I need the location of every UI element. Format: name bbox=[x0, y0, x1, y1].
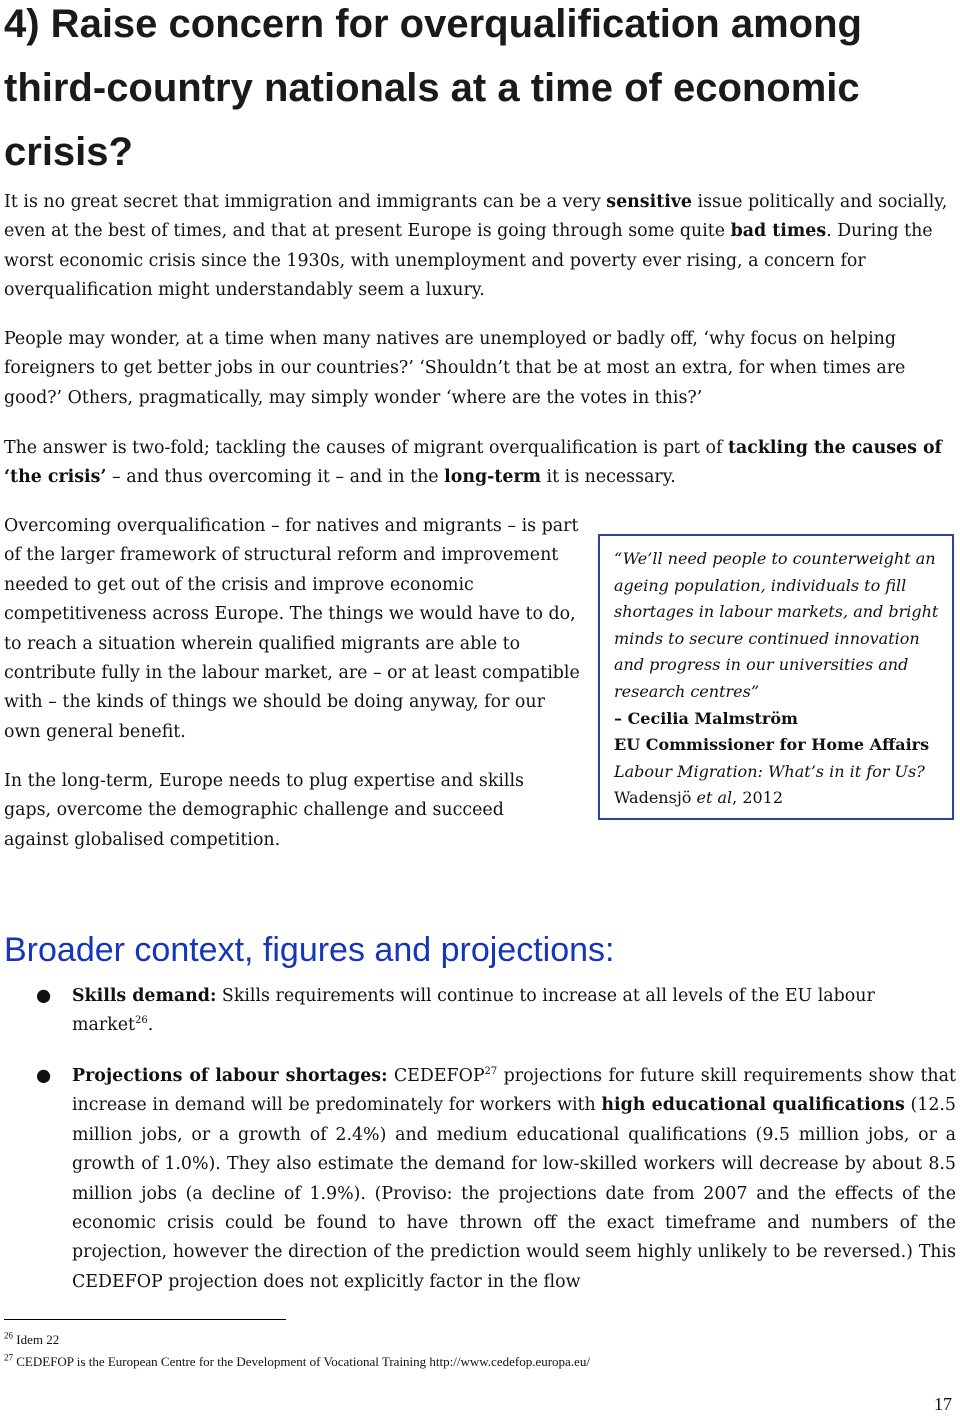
bullet-text: projections for future skill requirements show that increase in demand will be predominately for workers with bbox=[72, 1066, 956, 1116]
quote-citation bbox=[614, 785, 940, 812]
list-item-labour-shortages bbox=[36, 1062, 956, 1297]
footnote-26 bbox=[4, 1331, 59, 1349]
paragraph-text: . During the worst economic crisis since the 1930s, with unemployment and poverty ever rising, a concern for overqualification might understandably seem a luxury. bbox=[4, 221, 933, 301]
paragraph-text: The answer is two-fold; tackling the causes of migrant overqualification is part of bbox=[4, 438, 728, 458]
quote-source-title: Labour Migration: What’s in it for Us? bbox=[614, 761, 925, 781]
quote-author-role: EU Commissioner for Home Affairs bbox=[614, 735, 930, 755]
bullet-icon: ● bbox=[36, 1066, 52, 1086]
citation-year: , 2012 bbox=[732, 788, 784, 808]
paragraph-people-may-wonder: People may wonder, at a time when many natives are unemployed or badly off, ‘why focus on helping foreigners to get better jobs in our countries?’ ‘Shouldn’t that be at most an extra, for when times are good?’ Others, pragmatically, may simply wonder ‘where are the votes in this?’ bbox=[4, 329, 906, 408]
footnote-text: Idem 22 bbox=[13, 1332, 60, 1347]
quote-attribution bbox=[614, 706, 940, 812]
bullet-text: . bbox=[147, 1015, 154, 1036]
emphasis-tackling-causes: tackling the causes of ‘the crisis’ bbox=[4, 438, 943, 488]
quote-text: “We’ll need people to counterweight an ageing population, individuals to fill shortages in labour markets, and bright minds to secure continued innovation and progress in our universities and research centres” bbox=[614, 549, 939, 701]
bullet-text: CEDEFOP bbox=[387, 1066, 485, 1086]
paragraph-overcoming: Overcoming overqualification – for natives and migrants – is part of the larger framework of structural reform and improvement needed to get out of the crisis and improve economic competitiveness across Europe. The things we would have to do, to reach a situation wherein qualified migrants are able to contribute fully in the labour market, are – or at least compatible with – the kinds of things we should be doing anyway, for our own general benefit. bbox=[4, 516, 580, 742]
bullet-text: (12.5 million jobs, or a growth of 2.4%) and medium educational qualifications (9.5 million jobs, or a growth of 1.0%). They also estimate the demand for low-skilled workers will decrease by about 8.5 million jobs (a decline of 1.9%). (Proviso: the projections date from 2007 and the effects of the economic crisis could be found to have thrown off the exact timeframe and numbers of the projection, however the direction of the prediction would seem highly unlikely to be reversed.) This CEDEFOP projection does not explicitly factor in the flow bbox=[72, 1095, 956, 1292]
bullet-label: Projections of labour shortages: bbox=[72, 1066, 388, 1086]
paragraph-text: It is no great secret that immigration and immigrants can be a very bbox=[4, 192, 607, 212]
footnote-ref-26: 26 bbox=[135, 1015, 148, 1027]
quote-box bbox=[598, 534, 954, 820]
paragraph-text: – and thus overcoming it – and in the bbox=[106, 467, 445, 488]
list-item-skills-demand bbox=[36, 982, 956, 1041]
footnote-divider bbox=[4, 1319, 286, 1320]
page-number: 17 bbox=[934, 1394, 952, 1414]
emphasis-sensitive: sensitive bbox=[606, 192, 693, 212]
paragraph-text: it is necessary. bbox=[541, 467, 676, 488]
footnote-ref-27: 27 bbox=[484, 1066, 498, 1078]
quote-author: – Cecilia Malmström bbox=[614, 708, 798, 728]
footnote-27 bbox=[4, 1353, 590, 1371]
paragraph-sensitive-issue bbox=[4, 188, 956, 306]
footnote-number: 26 bbox=[4, 1330, 13, 1341]
footnote-number: 27 bbox=[4, 1352, 13, 1363]
bullet-icon: ● bbox=[36, 986, 52, 1006]
bullet-text: Skills requirements will continue to increase at all levels of the EU labour market bbox=[72, 986, 875, 1036]
citation-author: Wadensjö bbox=[614, 788, 697, 808]
paragraph-the-answer bbox=[4, 434, 956, 493]
paragraph-text: issue politically and socially, even at the best of times, and that at present Europe is going through some quite bbox=[4, 192, 948, 242]
citation-et-al: et al bbox=[696, 788, 733, 808]
section-heading: 4) Raise concern for overqualification among third-country nationals at a time of economic crisis? bbox=[4, 2, 862, 174]
bullet-label: Skills demand: bbox=[72, 986, 217, 1006]
subheading: Broader context, figures and projections: bbox=[4, 931, 615, 969]
emphasis-long-term: long-term bbox=[444, 467, 542, 488]
emphasis-high-educational: high educational qualifications bbox=[601, 1095, 905, 1116]
footnote-text: CEDEFOP is the European Centre for the Development of Vocational Training http://www.cedefop.europa.eu/ bbox=[13, 1354, 590, 1369]
paragraph-long-term: In the long-term, Europe needs to plug expertise and skills gaps, overcome the demographic challenge and succeed against globalised competition. bbox=[4, 771, 524, 850]
emphasis-bad-times: bad times bbox=[730, 221, 827, 242]
